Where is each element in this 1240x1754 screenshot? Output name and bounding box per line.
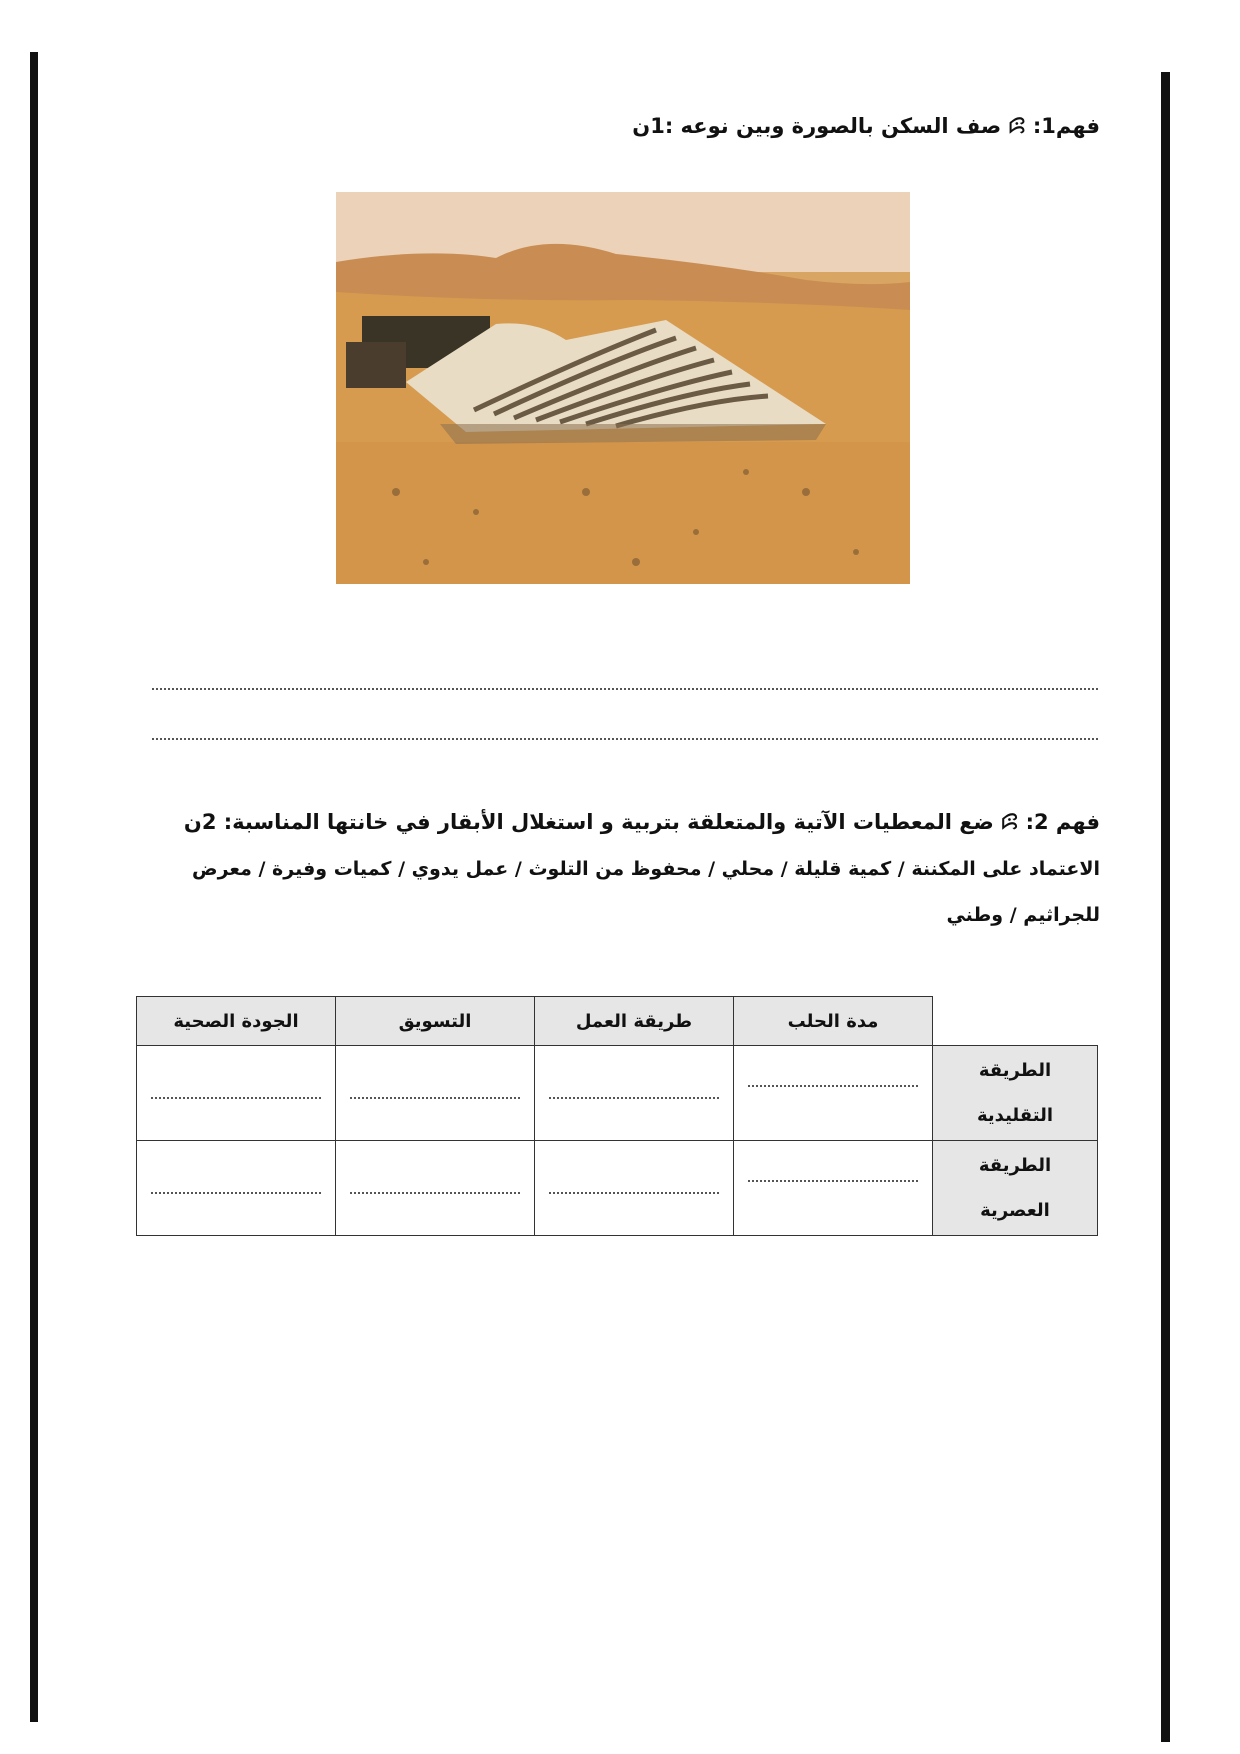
column-header: طريقة العمل	[535, 997, 734, 1046]
dotted-answer-line	[549, 1192, 719, 1194]
row-header-line: العصرية	[980, 1200, 1050, 1221]
classification-table	[136, 996, 1098, 1236]
question-1-text: صف السكن بالصورة وبين نوعه :1ن	[632, 114, 1002, 138]
answer-cell[interactable]	[137, 1141, 336, 1236]
page-border-right	[1161, 72, 1170, 1742]
nomad-tent-photo	[336, 192, 910, 584]
answer-cell[interactable]	[535, 1046, 734, 1141]
column-header: الجودة الصحية	[137, 997, 336, 1046]
pen-symbol-icon: ꕸ	[1008, 114, 1026, 138]
question-2-text: ضع المعطيات الآتية والمتعلقة بتربية و استغلال الأبقار في خانتها المناسبة: 2ن	[183, 810, 994, 834]
question-2-title	[184, 810, 1100, 835]
pen-symbol-icon: ꕸ	[1001, 810, 1019, 834]
items-list-line-2: للجراثيم / وطني	[946, 904, 1100, 926]
question-1-title	[632, 114, 1100, 139]
answer-cell[interactable]	[734, 1141, 933, 1236]
answer-cell[interactable]	[137, 1046, 336, 1141]
table-row	[137, 1141, 1098, 1236]
items-list-line-1: الاعتماد على المكننة / كمية قليلة / محلي / محفوظ من التلوث / عمل يدوي / كميات وفيرة / معرض	[192, 858, 1100, 880]
answer-line-1[interactable]	[152, 688, 1098, 690]
column-header: مدة الحلب	[734, 997, 933, 1046]
answer-cell[interactable]	[336, 1046, 535, 1141]
answer-cell[interactable]	[535, 1141, 734, 1236]
row-header	[933, 1141, 1098, 1236]
table-header-row	[137, 997, 1098, 1046]
dotted-answer-line	[748, 1085, 918, 1087]
column-header: التسويق	[336, 997, 535, 1046]
dotted-answer-line	[151, 1097, 321, 1099]
question-2-label: فهم 2:	[1025, 810, 1100, 834]
row-header-line: الطريقة	[978, 1060, 1052, 1081]
question-1-label: فهم1:	[1032, 114, 1100, 138]
dotted-answer-line	[748, 1180, 918, 1182]
dotted-answer-line	[549, 1097, 719, 1099]
answer-line-2[interactable]	[152, 738, 1098, 740]
row-header-line: التقليدية	[977, 1105, 1053, 1126]
page-border-left	[30, 52, 38, 1722]
row-header	[933, 1046, 1098, 1141]
table-row	[137, 1046, 1098, 1141]
dotted-answer-line	[350, 1192, 520, 1194]
dotted-answer-line	[350, 1097, 520, 1099]
answer-cell[interactable]	[734, 1046, 933, 1141]
answer-cell[interactable]	[336, 1141, 535, 1236]
table-corner-cell	[933, 997, 1098, 1046]
dotted-answer-line	[151, 1192, 321, 1194]
row-header-line: الطريقة	[978, 1155, 1052, 1176]
